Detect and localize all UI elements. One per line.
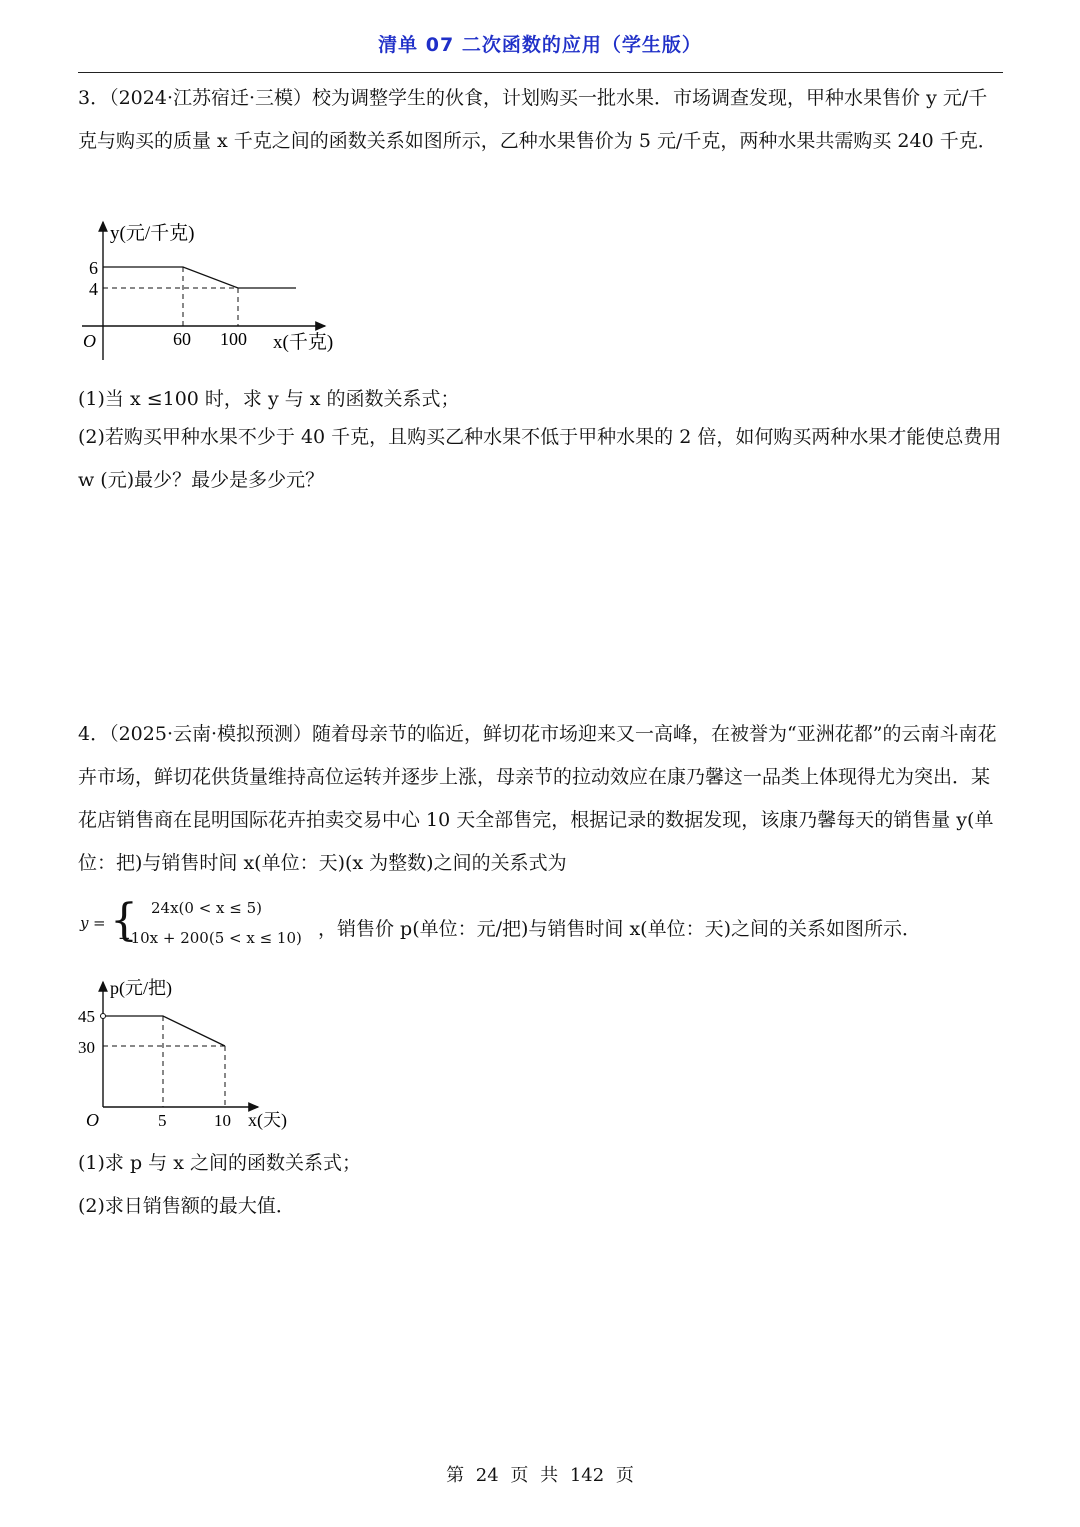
q4-xtick-5: 5 (158, 1111, 167, 1130)
q4-price-line (103, 1016, 225, 1046)
q3-graph (70, 212, 360, 372)
page-header-title: 清单 07 二次函数的应用（学生版） (378, 34, 702, 56)
q4-ytick-45: 45 (78, 1007, 95, 1026)
q3-ylabel: y(元/千克) (110, 223, 195, 244)
q3-xtick-60: 60 (173, 329, 191, 349)
q4-graph (70, 970, 310, 1135)
q3-ytick-4: 4 (89, 279, 98, 299)
q3-origin: O (83, 331, 96, 351)
q3-price-line (103, 267, 296, 288)
q4-piecewise-formula (78, 893, 318, 955)
formula-case-1: 24x(0 < x ≤ 5) (151, 899, 263, 917)
q4-xtick-10: 10 (214, 1111, 231, 1130)
q3-sub2: (2)若购买甲种水果不少于 40 千克，且购买乙种水果不低于甲种水果的 2 倍，如何购买两种水果才能使总费用 w (元)最少？最少是多少元？ (78, 426, 1002, 491)
q4-after-formula: ，销售价 p(单位：元/把)与销售时间 x(单位：天)之间的关系如图所示． (318, 918, 922, 940)
q4-xlabel: x(天) (248, 1110, 287, 1130)
q3-sub1: (1)当 x ≤100 时，求 y 与 x 的函数关系式； (78, 388, 460, 410)
q4-text: 4．（2025·云南·模拟预测）随着母亲节的临近，鲜切花市场迎来又一高峰，在被誉为“亚洲花都”的云南斗南花卉市场，鲜切花供货量维持高位运转并逐步上涨，母亲节的拉动效应在康乃馨这一品类上体现得尤为突出．某花店销售商在昆明国际花卉拍卖交易中心 10 天全部售完，根据记录的数据发现，该康乃馨每天的销售量 y(单位：把)与销售时间 x(单位：天)(x 为整数)之间的关系式为 (78, 723, 997, 874)
q4-sub2: (2)求日销售额的最大值． (78, 1195, 295, 1217)
formula-equals: = (93, 914, 106, 932)
q4-open-point (101, 1014, 106, 1019)
q4-sub1: (1)求 p 与 x 之间的函数关系式； (78, 1152, 361, 1174)
q4-ylabel: p(元/把) (110, 978, 172, 998)
formula-brace: { (110, 895, 138, 946)
q3-text: 3．（2024·江苏宿迁·三模）校为调整学生的伙食，计划购买一批水果．市场调查发现，甲种水果售价 y 元/千克与购买的质量 x 千克之间的函数关系如图所示，乙种水果售价为 5 元/千克，两种水果共需购买 240 千克． (78, 87, 997, 152)
page-footer: 第 24 页 共 142 页 (446, 1465, 634, 1486)
q3-xtick-100: 100 (220, 329, 247, 349)
formula-case-2: −10x + 200(5 < x ≤ 10) (118, 929, 302, 947)
header-divider (78, 72, 1003, 73)
q4-ytick-30: 30 (78, 1038, 95, 1057)
formula-lhs: y (80, 914, 89, 932)
q3-xlabel: x(千克) (273, 332, 334, 353)
q4-origin: O (86, 1110, 99, 1130)
q3-ytick-6: 6 (89, 258, 98, 278)
